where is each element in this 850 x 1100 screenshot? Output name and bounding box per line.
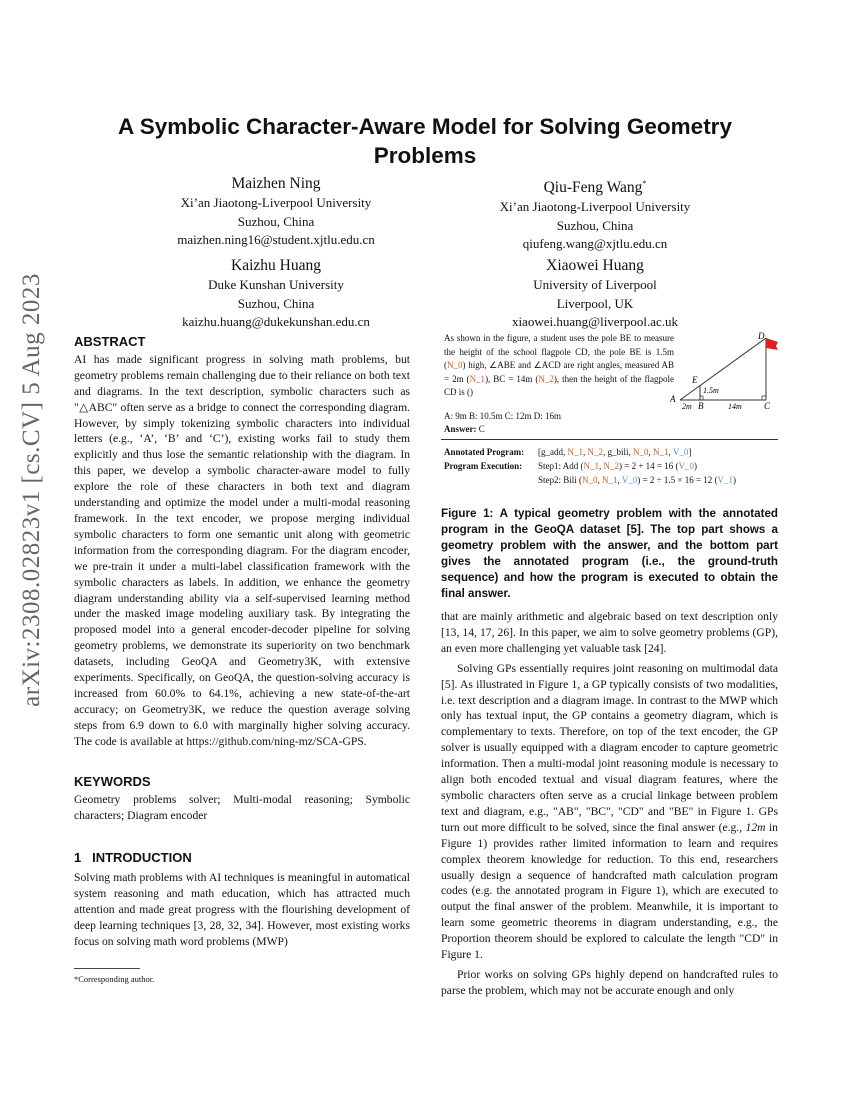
label-c: C <box>764 401 771 410</box>
author-block-4 <box>445 256 745 332</box>
right-angle-c <box>762 396 766 400</box>
abstract-text: AI has made significant progress in solving math problems, but geometry problems remain challenging due to their reliance on both text and diagrams. In the text description, symbolic characters such as "△ABC" often serve as a bridge to connect the corresponding diagram. However, by simply tokenizing symbolic characters into individual letters (e.g., ‘A’, ‘B’ and ‘C’), existing works fail to study them explicitly and thus lose the semantic relationship with the diagram. In this paper, we develop a symbolic character-aware model to fully explore the role of these characters in both text and diagram understanding and optimize the model under a multi-modal reasoning framework. In the text encoder, we propose merging individual symbolic characters to form one semantic unit along with geometric information from the corresponding diagram. For the diagram encoder, we pre-train it under a multi-label classification framework with the symbolic characters as labels. In addition, we enhance the geometry diagram understanding ability via a self-supervised learning method under the masked image modeling auxiliary task. By integrating the proposed model into a general encoder-decoder pipeline for solving geometry problems, we demonstrate its superiority on two benchmark datasets, including GeoQA and Geometry3K, with extensive experiments. Specifically, on GeoQA, the question-solving accuracy is increased from 60.0% to 64.1%, achieving a new state-of-the-art accuracy; on Geometry3K, we reduce the question average solving steps from 6.9 down to 6.0 with marginally higher solving accuracy. The code is available at https://github.com/ning-mz/SCA-GPS. <box>74 352 410 748</box>
author-name: Maizhen Ning <box>231 175 321 192</box>
paper-title: A Symbolic Character-Aware Model for Solving Geometry Problems <box>118 114 732 168</box>
author-location: Liverpool, UK <box>556 295 634 311</box>
author-affiliation: University of Liverpool <box>533 277 657 292</box>
program-label: Annotated Program: <box>444 447 525 457</box>
corresponding-marker: * <box>642 179 647 188</box>
token-n1: N_1 <box>469 373 486 384</box>
abstract-heading: ABSTRACT <box>74 334 146 349</box>
annotated-program: [g_add, N_1, N_2, g_bili, N_0, N_1, V_0] <box>538 447 692 457</box>
label-ab-length: 2m <box>682 402 692 410</box>
author-email: maizhen.ning16@student.xjtlu.edu.cn <box>177 232 375 247</box>
author-email: xiaowei.huang@liverpool.ac.uk <box>511 314 679 329</box>
label-be-length: 1.5m <box>703 386 719 395</box>
answer-line: Answer: C <box>444 424 485 434</box>
arxiv-sidebar <box>12 273 52 707</box>
label-bc-length: 14m <box>728 402 742 410</box>
flag-icon <box>766 338 778 350</box>
author-location: Suzhou, China <box>237 295 315 311</box>
author-name: Kaizhu Huang <box>231 257 321 274</box>
author-email: qiufeng.wang@xjtlu.edu.cn <box>522 236 668 252</box>
arxiv-identifier: arXiv:2308.02823v1 [cs.CV] 5 Aug 2023 <box>18 273 45 707</box>
execution-label: Program Execution: <box>444 461 523 471</box>
author-block-3 <box>126 256 426 332</box>
author-name: Xiaowei Huang <box>546 257 644 274</box>
keywords-text: Geometry problems solver; Multi-modal reasoning; Symbolic characters; Diagram encoder <box>74 793 410 823</box>
author-location: Suzhou, China <box>237 213 315 229</box>
hypotenuse-ad <box>680 338 766 400</box>
figure-1 <box>441 330 778 500</box>
keywords-heading: KEYWORDS <box>74 773 151 789</box>
label-a: A <box>670 394 676 404</box>
introduction-paragraph-1: Solving math problems with AI techniques is meaningful in automatical system reasoning and math education, which has attracted much attention and made great progress with the flourishing development of deep learning techniques [3, 28, 32, 34]. However, most existing works focus on solving math word problems (MWP) <box>74 871 410 948</box>
geometry-diagram <box>668 330 780 410</box>
footnote-divider <box>74 968 140 969</box>
author-affiliation: Xi’an Jiaotong-Liverpool University <box>180 195 372 210</box>
label-b: B <box>698 401 704 410</box>
author-affiliation: Duke Kunshan University <box>208 277 344 292</box>
label-d: D <box>758 331 765 341</box>
author-email: kaizhu.huang@dukekunshan.edu.cn <box>182 314 370 329</box>
execution-step-1: Step1: Add (N_1, N_2) = 2 + 14 = 16 (V_0) <box>538 461 697 471</box>
introduction-paragraph-3: Prior works on solving GPs highly depend on handcrafted rules to parse the problem, which may not be accurate enough and only <box>441 967 778 997</box>
introduction-paragraph-1-cont: that are mainly arithmetic and algebraic based on text description only [13, 14, 17, 26]. In this paper, we aim to solve geometry problems (GP), an even more challenging yet valuable task [24]. <box>441 610 778 655</box>
problem-text: As shown in the figure, a student uses the pole BE to measure the height of the school flagpole CD, the pole BE is 1.5m (N_0) high, ∠ABE and ∠ACD are right angles, measured AB = 2m (N_1), BC = 14m (N_2), then the height of the flagpole CD is () <box>444 333 675 398</box>
author-block-1 <box>126 174 426 250</box>
token-n0: N_0 <box>447 360 463 371</box>
author-location: Suzhou, China <box>556 217 634 233</box>
token-n2: N_2 <box>538 373 554 384</box>
answer-choices: A: 9m B: 10.5m C: 12m D: 16m <box>444 411 562 421</box>
author-block-2 <box>445 174 745 254</box>
introduction-paragraph-2: Solving GPs essentially requires joint reasoning on multimodal data [5]. As illustrated in Figure 1, a GP typically consists of two modalities, i.e. text description and a diagram image. In contrast to the MWP which only has textual input, the GP contains a geometry diagram, which is complementary to texts. Therefore, on top of the text encoder, the GP solver is usually equipped with a diagram encoder to capture geometric information. Then a multi-modal joint reasoning module is necessary to align both encoded textual and visual diagram features, where the symbolic characters often serve as a crucial linkage between problem text and diagram, e.g., "AB", "BC", "CD" and "BE" in Figure 1. GPs turn out more difficult to be solved, since the final answer (e.g., 12m in Figure 1) provides rather limited information to learn and requires complex theorem knowledge for reduction. To this end, researchers usually design a sequence of handcrafted math calculation program codes (e.g. the annotated program in Figure 1), which are executed to output the final answer of the problem. Meanwhile, it is important to learn some geometric theorems in diagram understanding, e.g., the Proportion theorem should be explored to calculate the length "CD" in Figure 1. <box>441 661 778 962</box>
execution-step-2: Step2: Bili (N_0, N_1, V_0) = 2 ÷ 1.5 × 16 = 12 (V_1) <box>538 475 737 485</box>
author-name: Qiu-Feng Wang* <box>543 179 647 197</box>
right-column <box>441 609 778 999</box>
author-affiliation: Xi’an Jiaotong-Liverpool University <box>499 199 691 215</box>
figure-divider <box>441 439 778 440</box>
introduction-heading: 1 INTRODUCTION <box>74 850 192 866</box>
footnote: *Corresponding author. <box>74 974 155 984</box>
left-column <box>74 334 410 950</box>
figure-caption: Figure 1: A typical geometry problem with the annotated program in the GeoQA dataset [5]. The top part shows a geometry problem with the answer, and the bottom part gives the annotated program (i.e., the ground-truth sequence) and how the program is executed to obtain the final answer. <box>441 507 778 600</box>
label-e: E <box>692 375 698 385</box>
